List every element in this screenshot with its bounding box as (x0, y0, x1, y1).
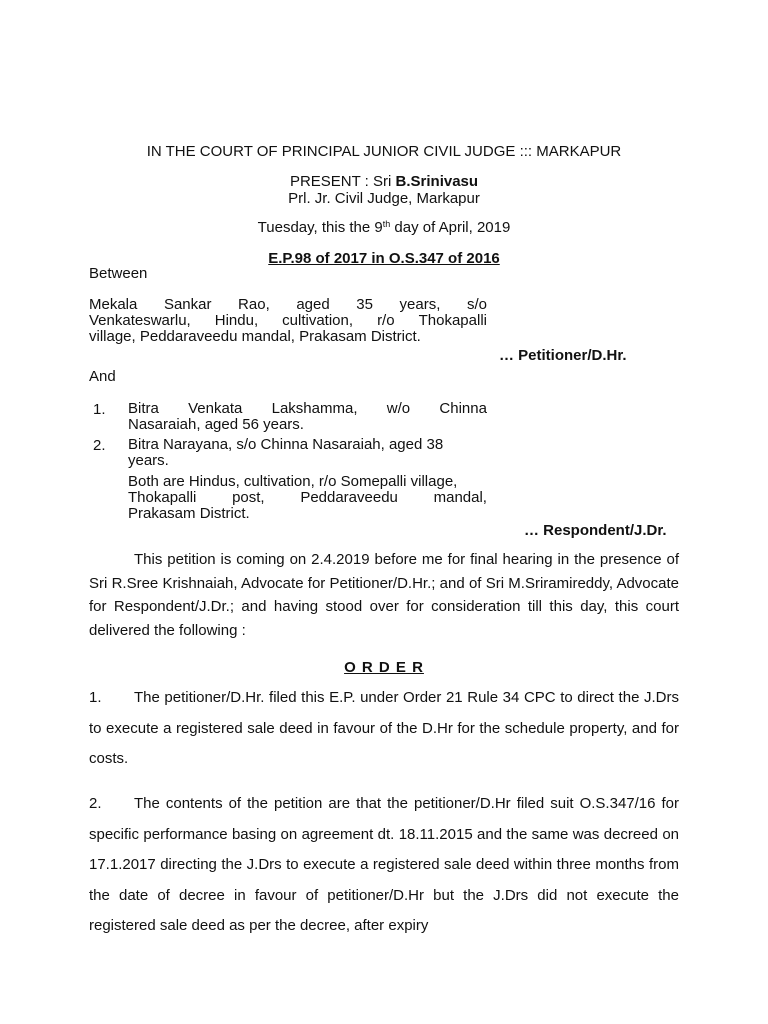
petitioner-block (89, 297, 487, 345)
intro-paragraph: This petition is coming on 2.4.2019 before me for final hearing in the presence of Sri R.Sree Krishnaiah, Advocate for Petitioner/D.Hr.; and of Sri M.Sriramireddy, Advocate for Respondent/J.Dr.; and having stood over for consideration till this day, this court delivered the following : (89, 551, 679, 639)
petitioner-role: … Petitioner/D.Hr. (499, 347, 627, 364)
respondent-1-num: 1. (93, 401, 106, 418)
word: cultivation, (282, 312, 354, 329)
and-label: And (89, 368, 116, 385)
respondent-2 (128, 437, 487, 469)
petitioner-line-3: village, Peddaraveedu mandal, Prakasam District. (89, 328, 421, 345)
word: Chinna (439, 400, 487, 417)
word: mandal, (433, 489, 487, 506)
court-heading: IN THE COURT OF PRINCIPAL JUNIOR CIVIL JUDGE ::: MARKAPUR (146, 143, 622, 160)
order-date (0, 219, 768, 236)
petitioner-line-1 (89, 297, 487, 313)
respondents-common (128, 474, 487, 522)
order-paragraph-2 (89, 789, 679, 942)
respondent-1-line-1 (128, 401, 487, 417)
word: aged (296, 296, 330, 313)
respondents-common-line-3: Prakasam District. (128, 505, 250, 522)
present-line (0, 173, 768, 190)
date-before: Tuesday, this the 9 (257, 219, 383, 236)
order-paragraph-1 (89, 683, 679, 775)
between-label: Between (89, 265, 148, 282)
respondent-2-num: 2. (93, 437, 106, 454)
date-sup: th (382, 219, 391, 229)
word: r/o (377, 312, 395, 329)
word: Lakshamma, (271, 400, 358, 417)
word: Sankar (163, 296, 212, 313)
order-heading: O R D E R (344, 659, 424, 676)
paragraph-text: The contents of the petition are that the petitioner/D.Hr filed suit O.S.347/16 for specific performance basing on agreement dt. 18.11.2015 and the same was decreed on 17.1.2017 directing the J.Drs to execute a registered sale deed within three months from the date of decree in favour of petitioner/D.Hr but the J.Drs did not execute the registered sale deed as per the decree, after expiry (89, 795, 679, 934)
paragraph-text: The petitioner/D.Hr. filed this E.P. under Order 21 Rule 34 CPC to direct the J.Drs to execute a registered sale deed in favour of the D.Hr for the schedule property, and for costs. (89, 689, 679, 767)
petitioner-line-2 (89, 313, 487, 329)
respondent-1 (128, 401, 487, 433)
present-prefix: PRESENT : Sri (289, 173, 396, 190)
date-after: day of April, 2019 (390, 219, 511, 236)
word: Rao, (238, 296, 270, 313)
word: Mekala (89, 296, 138, 313)
word: years, (399, 296, 441, 313)
word: Peddaraveedu (300, 489, 398, 506)
respondent-2-line-2: years. (128, 452, 169, 469)
word: Thokapalli (128, 489, 197, 506)
word: post, (232, 489, 265, 506)
word: s/o (466, 296, 487, 313)
paragraph-number: 1. (89, 689, 102, 706)
word: Thokapalli (418, 312, 487, 329)
word: Bitra (128, 400, 159, 417)
word: w/o (386, 400, 411, 417)
case-number: E.P.98 of 2017 in O.S.347 of 2016 (268, 250, 500, 267)
respondent-2-line-1: Bitra Narayana, s/o Chinna Nasaraiah, aged 38 (128, 436, 444, 453)
respondents-common-line-1: Both are Hindus, cultivation, r/o Somepalli village, (128, 473, 458, 490)
respondent-1-line-2: Nasaraiah, aged 56 years. (128, 416, 304, 433)
respondent-role: … Respondent/J.Dr. (524, 522, 667, 539)
word: Venkata (188, 400, 243, 417)
judge-name: B.Srinivasu (395, 173, 479, 190)
word: Hindu, (214, 312, 259, 329)
respondents-common-line-2 (128, 490, 487, 506)
judge-designation: Prl. Jr. Civil Judge, Markapur (288, 190, 480, 207)
word: 35 (356, 296, 373, 313)
word: Venkateswarlu, (89, 312, 191, 329)
paragraph-number: 2. (89, 795, 102, 812)
